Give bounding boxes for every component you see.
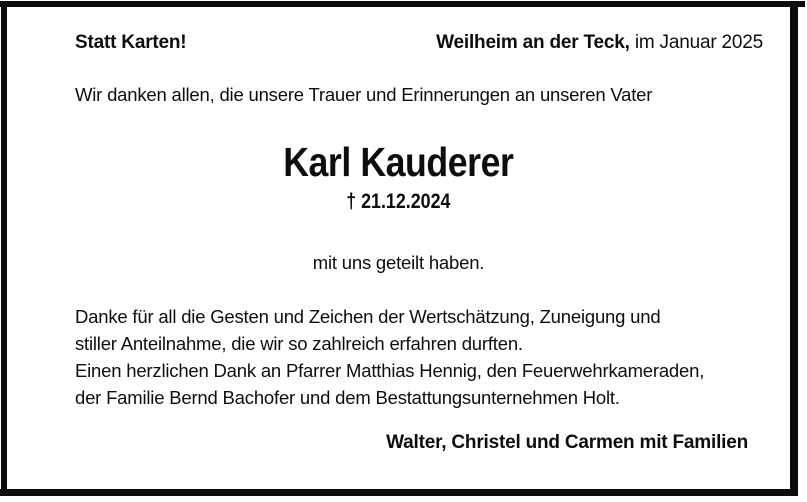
death-date: † 21.12.2024 xyxy=(346,190,451,213)
pre-header: Statt Karten! xyxy=(75,32,187,53)
signature-line: Walter, Christel und Carmen mit Familien xyxy=(386,432,748,453)
dateline-place: Weilheim an der Teck, xyxy=(436,32,630,53)
frame-left-border xyxy=(1,1,7,496)
dateline xyxy=(436,32,763,54)
thanks-line: Einen herzlichen Dank an Pfarrer Matthias Hennig, den Feuerwehrkameraden, xyxy=(75,360,705,381)
intro-line: Wir danken allen, die unsere Trauer und Erinnerungen an unseren Vater xyxy=(75,84,653,105)
closing-line: mit uns geteilt haben. xyxy=(312,252,485,273)
deceased-name-row xyxy=(7,139,790,185)
frame-top-border xyxy=(0,1,805,7)
dateline-date: im Januar 2025 xyxy=(629,32,763,53)
frame-right-border xyxy=(790,1,798,496)
thanks-line: Danke für all die Gesten und Zeichen der Wertschätzung, Zuneigung und xyxy=(75,306,661,327)
thanks-paragraph xyxy=(75,303,704,411)
deceased-name: Karl Kauderer xyxy=(283,139,514,185)
thanks-line: stiller Anteilnahme, die wir so zahlreich erfahren durften. xyxy=(75,333,523,354)
frame-bottom-border xyxy=(0,489,798,496)
death-date-row xyxy=(7,190,790,214)
thanks-line: der Familie Bernd Bachofer und dem Bestattungsunternehmen Holt. xyxy=(75,387,620,408)
